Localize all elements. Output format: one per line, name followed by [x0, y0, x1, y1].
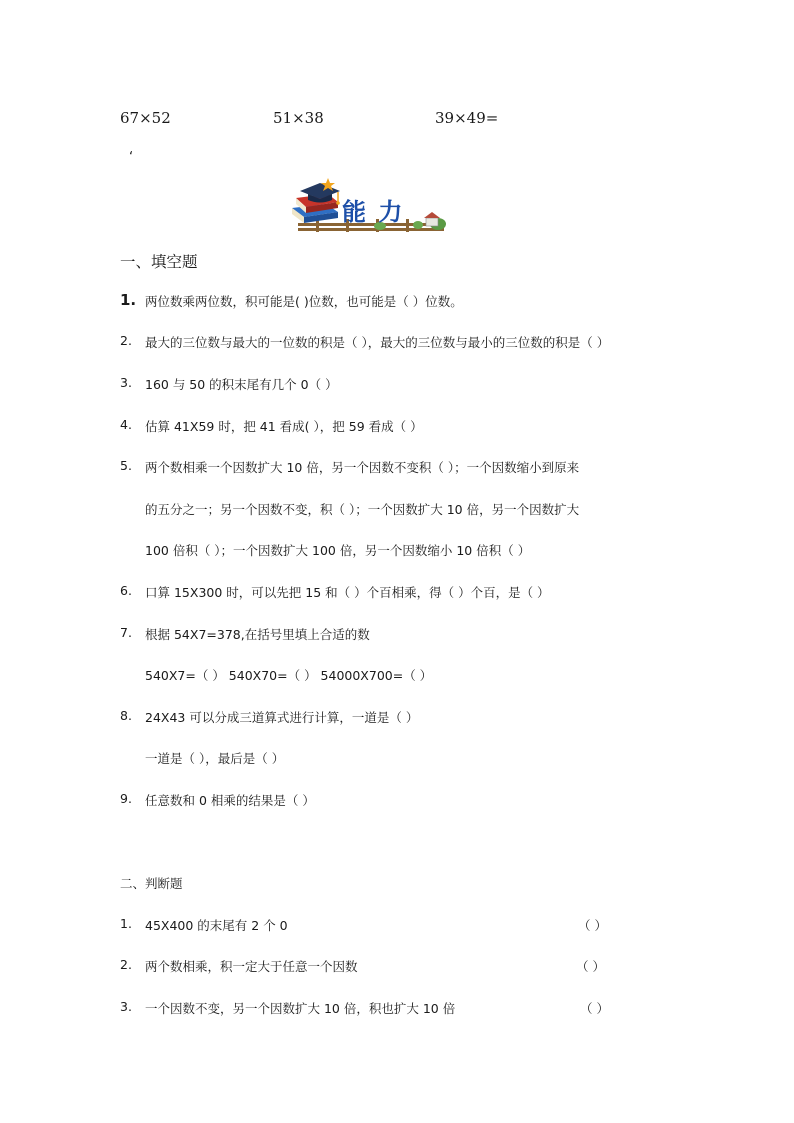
- item6-text: 口算 15X300 时，可以先把 15 和（ ）个百相乘，得（ ）个百，是（ ）: [145, 585, 550, 600]
- item3-number: 3.: [120, 375, 132, 390]
- judge1-number: 1.: [120, 916, 132, 931]
- item4-number: 4.: [120, 417, 132, 432]
- item8-line-1: 24X43 可以分成三道算式进行计算，一道是（ ）: [145, 710, 419, 725]
- judge1-text: 45X400 的末尾有 2 个 0: [145, 918, 288, 933]
- calc-expression-3: 39×49=: [435, 109, 499, 127]
- judge2-answer-paren: （ ）: [576, 959, 605, 974]
- item5-number: 5.: [120, 458, 132, 473]
- calc-expression-1: 67×52: [120, 109, 171, 127]
- item5-line-1: 两个数相乘一个因数扩大 10 倍，另一个因数不变积（ ）；一个因数缩小到原来: [145, 460, 580, 475]
- section1-title: 一、填空题: [120, 253, 198, 271]
- ability-banner: [290, 178, 448, 234]
- section2-title: 二、判断题: [120, 876, 183, 891]
- judge3-text: 一个因数不变，另一个因数扩大 10 倍，积也扩大 10 倍: [145, 1001, 456, 1016]
- item7-line-1: 根据 54X7=378,在括号里填上合适的数: [145, 627, 370, 642]
- judge3-answer-paren: （ ）: [580, 1001, 609, 1016]
- judge2-number: 2.: [120, 957, 132, 972]
- calc-expression-2: 51×38: [273, 109, 324, 127]
- item5-line-2: 的五分之一；另一个因数不变，积（ ）；一个因数扩大 10 倍，另一个因数扩大: [145, 502, 580, 517]
- item1-text: 两位数乘两位数，积可能是( )位数，也可能是（ ）位数。: [145, 294, 463, 309]
- item7-line-2: 540X7=（ ） 540X70=（ ） 54000X700=（ ）: [145, 668, 433, 683]
- item6-number: 6.: [120, 583, 132, 598]
- banner-title: 能 力: [342, 198, 405, 226]
- item3-text: 160 与 50 的积末尾有几个 0（ ）: [145, 377, 338, 392]
- stray-mark: ‘: [129, 150, 134, 165]
- item2-number: 2.: [120, 333, 132, 348]
- item8-number: 8.: [120, 708, 132, 723]
- item5-line-3: 100 倍积（ ）；一个因数扩大 100 倍，另一个因数缩小 10 倍积（ ）: [145, 543, 531, 558]
- judge1-answer-paren: （ ）: [578, 918, 607, 933]
- item9-text: 任意数和 0 相乘的结果是（ ）: [145, 793, 315, 808]
- item2-text: 最大的三位数与最大的一位数的积是（ ），最大的三位数与最小的三位数的积是（ ）: [145, 335, 610, 350]
- judge3-number: 3.: [120, 999, 132, 1014]
- judge2-text: 两个数相乘，积一定大于任意一个因数: [145, 959, 358, 974]
- item4-text: 估算 41X59 时，把 41 看成( ），把 59 看成（ ）: [145, 419, 423, 434]
- item7-number: 7.: [120, 625, 132, 640]
- item9-number: 9.: [120, 791, 132, 806]
- item1-number: 1.: [120, 291, 137, 309]
- item8-line-2: 一道是（ ），最后是（ ）: [145, 751, 285, 766]
